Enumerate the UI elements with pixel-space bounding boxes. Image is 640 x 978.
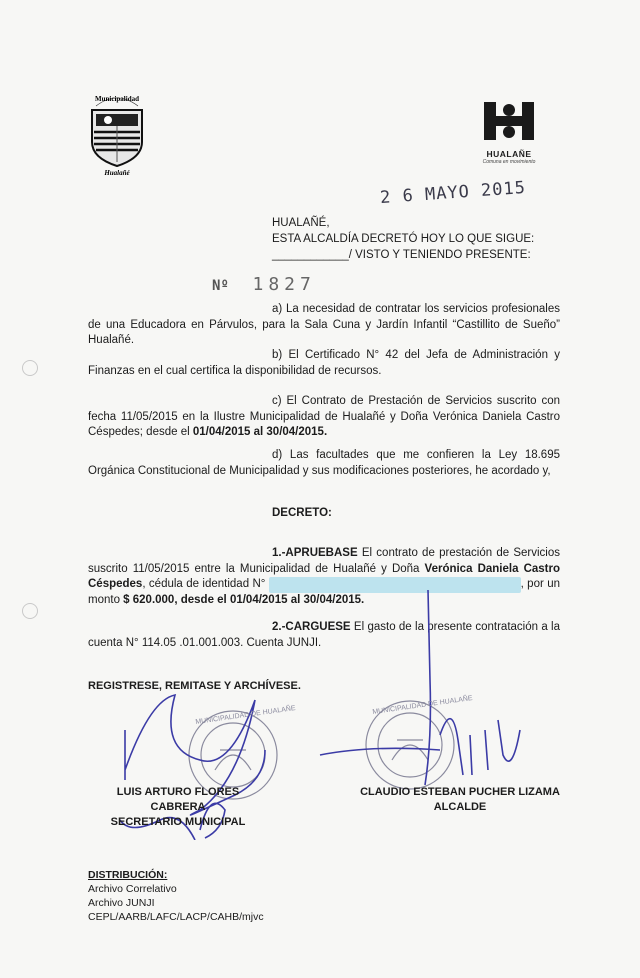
consideration-a: a) La necesidad de contratar los servicios profesionales de una Educadora en Párvulos, para la Sala Cuna y Jardín Infantil “Castillito de Sueño” Hualañé. [88, 303, 560, 346]
consideration-c-text: c) El Contrato de Prestación de Servicios suscrito con fecha 11/05/2015 en la Ilustre Municipalidad de Hualañé y Doña Verónica Daniela Castro Céspedes; desde el [88, 395, 560, 438]
brand-tagline: Comuna en movimiento [482, 159, 536, 165]
seal-left-text: MUNICIPALIDAD DE HUALAÑE [195, 705, 297, 726]
closing-line: REGISTRESE, REMITASE Y ARCHÍVESE. [88, 680, 301, 692]
consideration-d: d) Las facultades que me confieren la Ley 18.695 Orgánica Constitucional de Municipalidad y sus modificaciones posteriores, he acordado y, [88, 449, 560, 477]
crest-text-top: Municipalidad [95, 95, 139, 103]
signer-left-name: LUIS ARTURO FLORES CABRERA [116, 786, 240, 813]
decree-number-label: Nº [212, 278, 229, 294]
consideration-c [88, 394, 560, 441]
seal-right-text: MUNICIPALIDAD DE HUALAÑE [372, 695, 474, 716]
municipality-crest [82, 86, 152, 176]
signature-right-block [360, 785, 560, 815]
date-stamp: 2 6 MAYO 2015 [379, 177, 527, 209]
item1-label: 1.-APRUEBASE [272, 547, 358, 559]
consideration-c-dates: 01/04/2015 al 30/04/2015. [192, 426, 328, 438]
distribution-line-1: Archivo Correlativo [88, 883, 177, 895]
signature-right-icon [320, 590, 520, 785]
signer-left-title: SECRETARIO MUNICIPAL [110, 816, 246, 828]
city-line: HUALAÑÉ, [272, 217, 330, 229]
item1-amount: $ 620.000, desde el 01/04/2015 al 30/04/2015. [123, 593, 365, 606]
signature-left-block [88, 785, 268, 830]
consideration-b: b) El Certificado N° 42 del Jefa de Administración y Finanzas en el cual certifica la disponibilidad de recursos. [88, 349, 560, 377]
crest-text-bottom: Hualañé [104, 169, 130, 176]
decree-number: 1827 [252, 274, 316, 295]
item2-label: 2.-CARGUESE [272, 621, 351, 633]
hualane-brand-logo [474, 100, 544, 170]
alcaldia-line: ESTA ALCALDÍA DECRETÓ HOY LO QUE SIGUE: [272, 233, 535, 245]
distribution-block [88, 868, 264, 924]
signer-right-title: ALCALDE [433, 801, 487, 813]
distribution-line-3: CEPL/AARB/LAFC/LACP/CAHB/mjvc [88, 911, 264, 923]
distribution-line-2: Archivo JUNJI [88, 897, 155, 909]
intro-block [272, 215, 534, 263]
item1-name: Verónica Daniela Castro Céspedes [88, 562, 560, 590]
decree-number-stamp [212, 274, 316, 295]
brand-h-icon [474, 100, 544, 142]
item1-text1: El contrato de prestación de Servicios suscrito 11/05/2015 entre la Municipalidad de Hualañé y Doña [88, 547, 560, 575]
punch-hole-top [22, 360, 38, 376]
brand-name: HUALAÑE [486, 149, 532, 159]
item2-text: El gasto de la presente contratación a la cuenta N° 114.05 .01.001.003. Cuenta JUNJI. [88, 621, 560, 649]
signer-right-name: CLAUDIO ESTEBAN PUCHER LIZAMA [360, 786, 560, 798]
item1-text2: , cédula de identidad N° [142, 578, 269, 590]
distribution-heading: DISTRIBUCIÓN: [88, 869, 168, 881]
visto-line: ____________/ VISTO Y TENIENDO PRESENTE: [272, 249, 531, 261]
decree-heading: DECRETO: [272, 507, 332, 519]
item1-text3: , por un monto [88, 578, 560, 606]
